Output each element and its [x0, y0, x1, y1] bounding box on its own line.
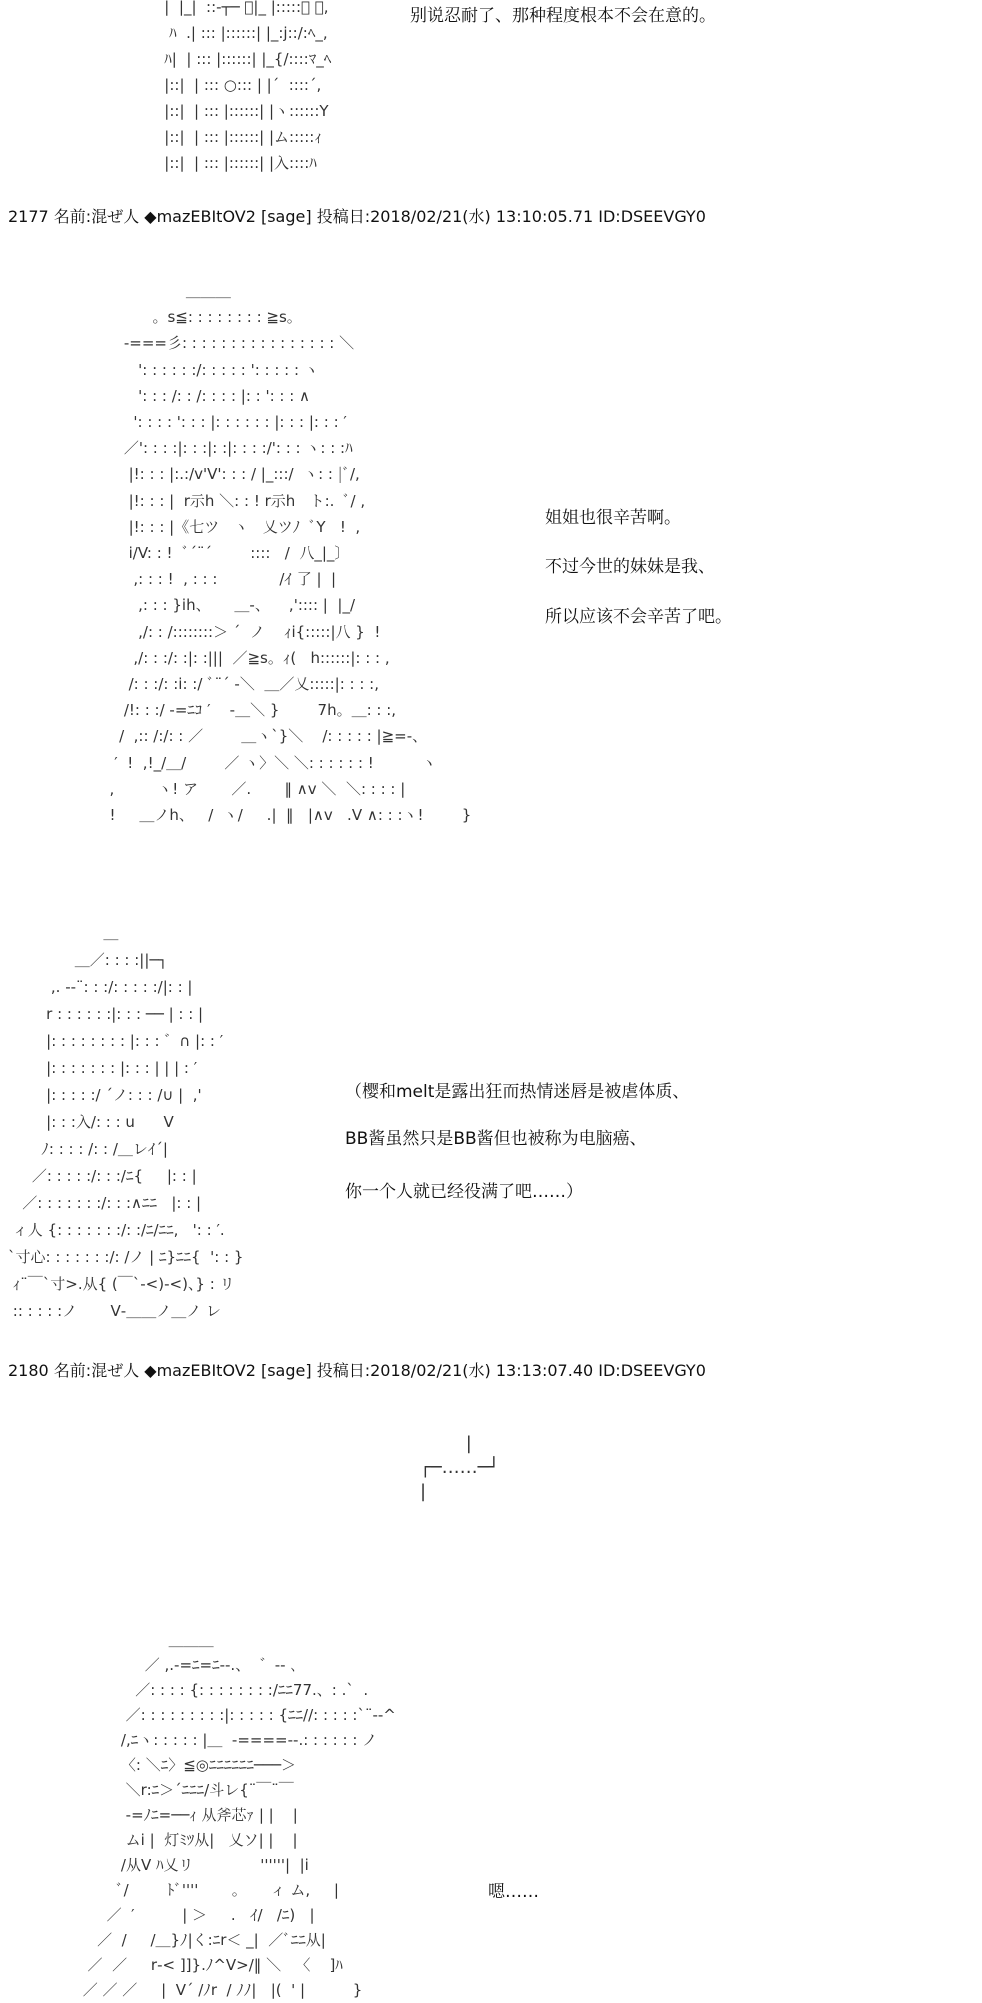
- ascii-art-sister: ＿＿＿ 。s≦: : : : : : : : ≧s。 -===彡: : : : : : : : : : : : : : : : ＼ ': : : : : :/: : : : : ': : : : : ヽ ': : : /: : /: : : : |: : ': : : ∧ ': : : : ': : : |: : : : : : |: : : |: : : ′ ／': : : :|: : :|: :|: : : :/': : : ヽ: : :ﾊ |!: : : |:.:/v'V': : : / |_:::/ ヽ: : |ﾞ/, |!: : : | r示h ＼: : ! r示h ト:. ﾞ/ , |!: : : |《七ツ ヽ 乂ツﾉ ﾞY ! , i/V: : ! ﾞ´¨´ :::: / 八_|_〕 ,: : : ! , : : : /ｲ 了 | | ,: : : }ih、 ＿‐、 ,':::: | |_/ ,/: : /::::::::＞ ´ ノ ｨi{:::::|八 } ! ,/: : :/: :|: :||| ／≧s。ｨ( h::::::|: : : , /: : :/: :i: :/ ﾞ¨´ ‐＼ ＿／乂:::::|: : : :, /!: : :/ ‐=ﾆｺ ′ ‐＿＼ } 7h。＿: : :, / ,:: /:/: : ／ ＿ヽ`}＼ /: : : : : |≧=-、 ′ ! ,!_/＿/ ／ ヽ〉＼ ＼: : : : : : ! ヽ , ヽ! ア ／. ‖ ∧v ＼ ＼: : : : | ! ＿ノh、 / ヽ/ .| ‖ |∧v .V ∧: : :ヽ! }: [109, 282, 472, 825]
- dialog-line: 嗯……: [488, 1882, 539, 1902]
- dialog-line: （樱和melt是露出狂而热情迷唇是被虐体质、: [345, 1082, 690, 1102]
- ascii-art-bracket: | ┌─……─┘ |: [420, 1433, 500, 1502]
- ascii-art-top: | |_| ::‐┬─ ﾟ|_ |:::::〉 ﾞ, ﾊ .| ::: |::::::| |_:j::/:ﾍ_, ﾊ| | ::: |::::::| |_{/::::ﾏ_ﾍ |::| | ::: ○::: | |´ ::::´, |::| | ::: |::::::| |ヽ::::::Y |::| | ::: |::::::| |ム:::::ｨ |::| | ::: |::::::| |入::::ﾊ: [164, 0, 332, 172]
- dialog-line: 所以应该不会辛苦了吧。: [545, 607, 732, 627]
- dialog-line: 姐姐也很辛苦啊。: [545, 508, 681, 528]
- ascii-art-character: ＿＿＿ ／ ,.-=ﾆ=ﾆ-‐.、 ゛‐‐ ､ ／: : : : {: : : : : : : :/ﾆﾆ77.、: .` . ／: : : : : : : : :|: : : : : {ﾆﾆ//: : : : :`¨‐-^ /,ﾆヽ: : : : : |＿ -====‐-.: : : : : : ノ 〈: ＼ﾆ〉≦◎ﾆﾆﾆﾆﾆﾆ───＞ ＼r:ﾆ＞´ﾆﾆﾆ/斗レ{¨￣¨￣ -=ﾉﾆ=──ｨ 从斧芯ｧ | | | ムi | 灯ﾐﾂ从| 乂ソ| | | /从V ﾊ乂リ ''''''| |i ﾞ/ ﾄﾞ'''' 。 ィ ム, | ／ ′ | ＞ . ｲ/ /ﾆ) | ／ / /＿}ﾉ|く:ﾆr＜ _| ／ﾞﾆﾆ从| ／ ／ r‐< ]]}.ﾉ^V>/‖ ＼ 〈 ]ﾊ ／ ／ ／ | V´ /ﾉr / ﾉﾉ| |( ' | }: [82, 1631, 396, 1999]
- dialog-line: 你一个人就已经役满了吧……）: [345, 1182, 583, 1202]
- post-header-2177: 2177 名前:混ぜ人 ◆mazEBItOV2 [sage] 投稿日:2018/02/21(水) 13:10:05.71 ID:DSEEVGY0: [8, 207, 706, 226]
- dialog-line: 别说忍耐了、那种程度根本不会在意的。: [410, 6, 716, 26]
- dialog-line: 不过今世的妹妹是我、: [545, 557, 715, 577]
- ascii-art-profile: ＿ ＿／: : : :||─┐ ,. -‐¨: : :/: : : : :/|: : | r : : : : : :|: : : ── | : : | |: : : : : : : : |: : : ゛∩ |: : ′ |: : : : : : : |: : : | | | : ′ |: : : : :/ ´ノ: : : /∪ | ,' |: : :入/: : : u V ﾉ: : : : /: : /＿レｲ´| ／: : : : :/: : :/ﾆ{ |: : | ／: : : : : : :/: : :∧ﾆﾆ |: : | ィ人 {: : : : : : :/: :/ﾆ/ﾆﾆ, ': : ′. `寸心: : : : : : :/: /ノ | ﾆ}ﾆﾆ{ ': : } ｨ¨￣`寸>.从{ (￣`‐<)‐<)、} : リ :: : : : :ノ V‐＿＿ノ＿ノ レ: [8, 924, 244, 1320]
- dialog-line: BB酱虽然只是BB酱但也被称为电脑癌、: [345, 1129, 647, 1149]
- post-header-2180: 2180 名前:混ぜ人 ◆mazEBItOV2 [sage] 投稿日:2018/02/21(水) 13:13:07.40 ID:DSEEVGY0: [8, 1361, 706, 1380]
